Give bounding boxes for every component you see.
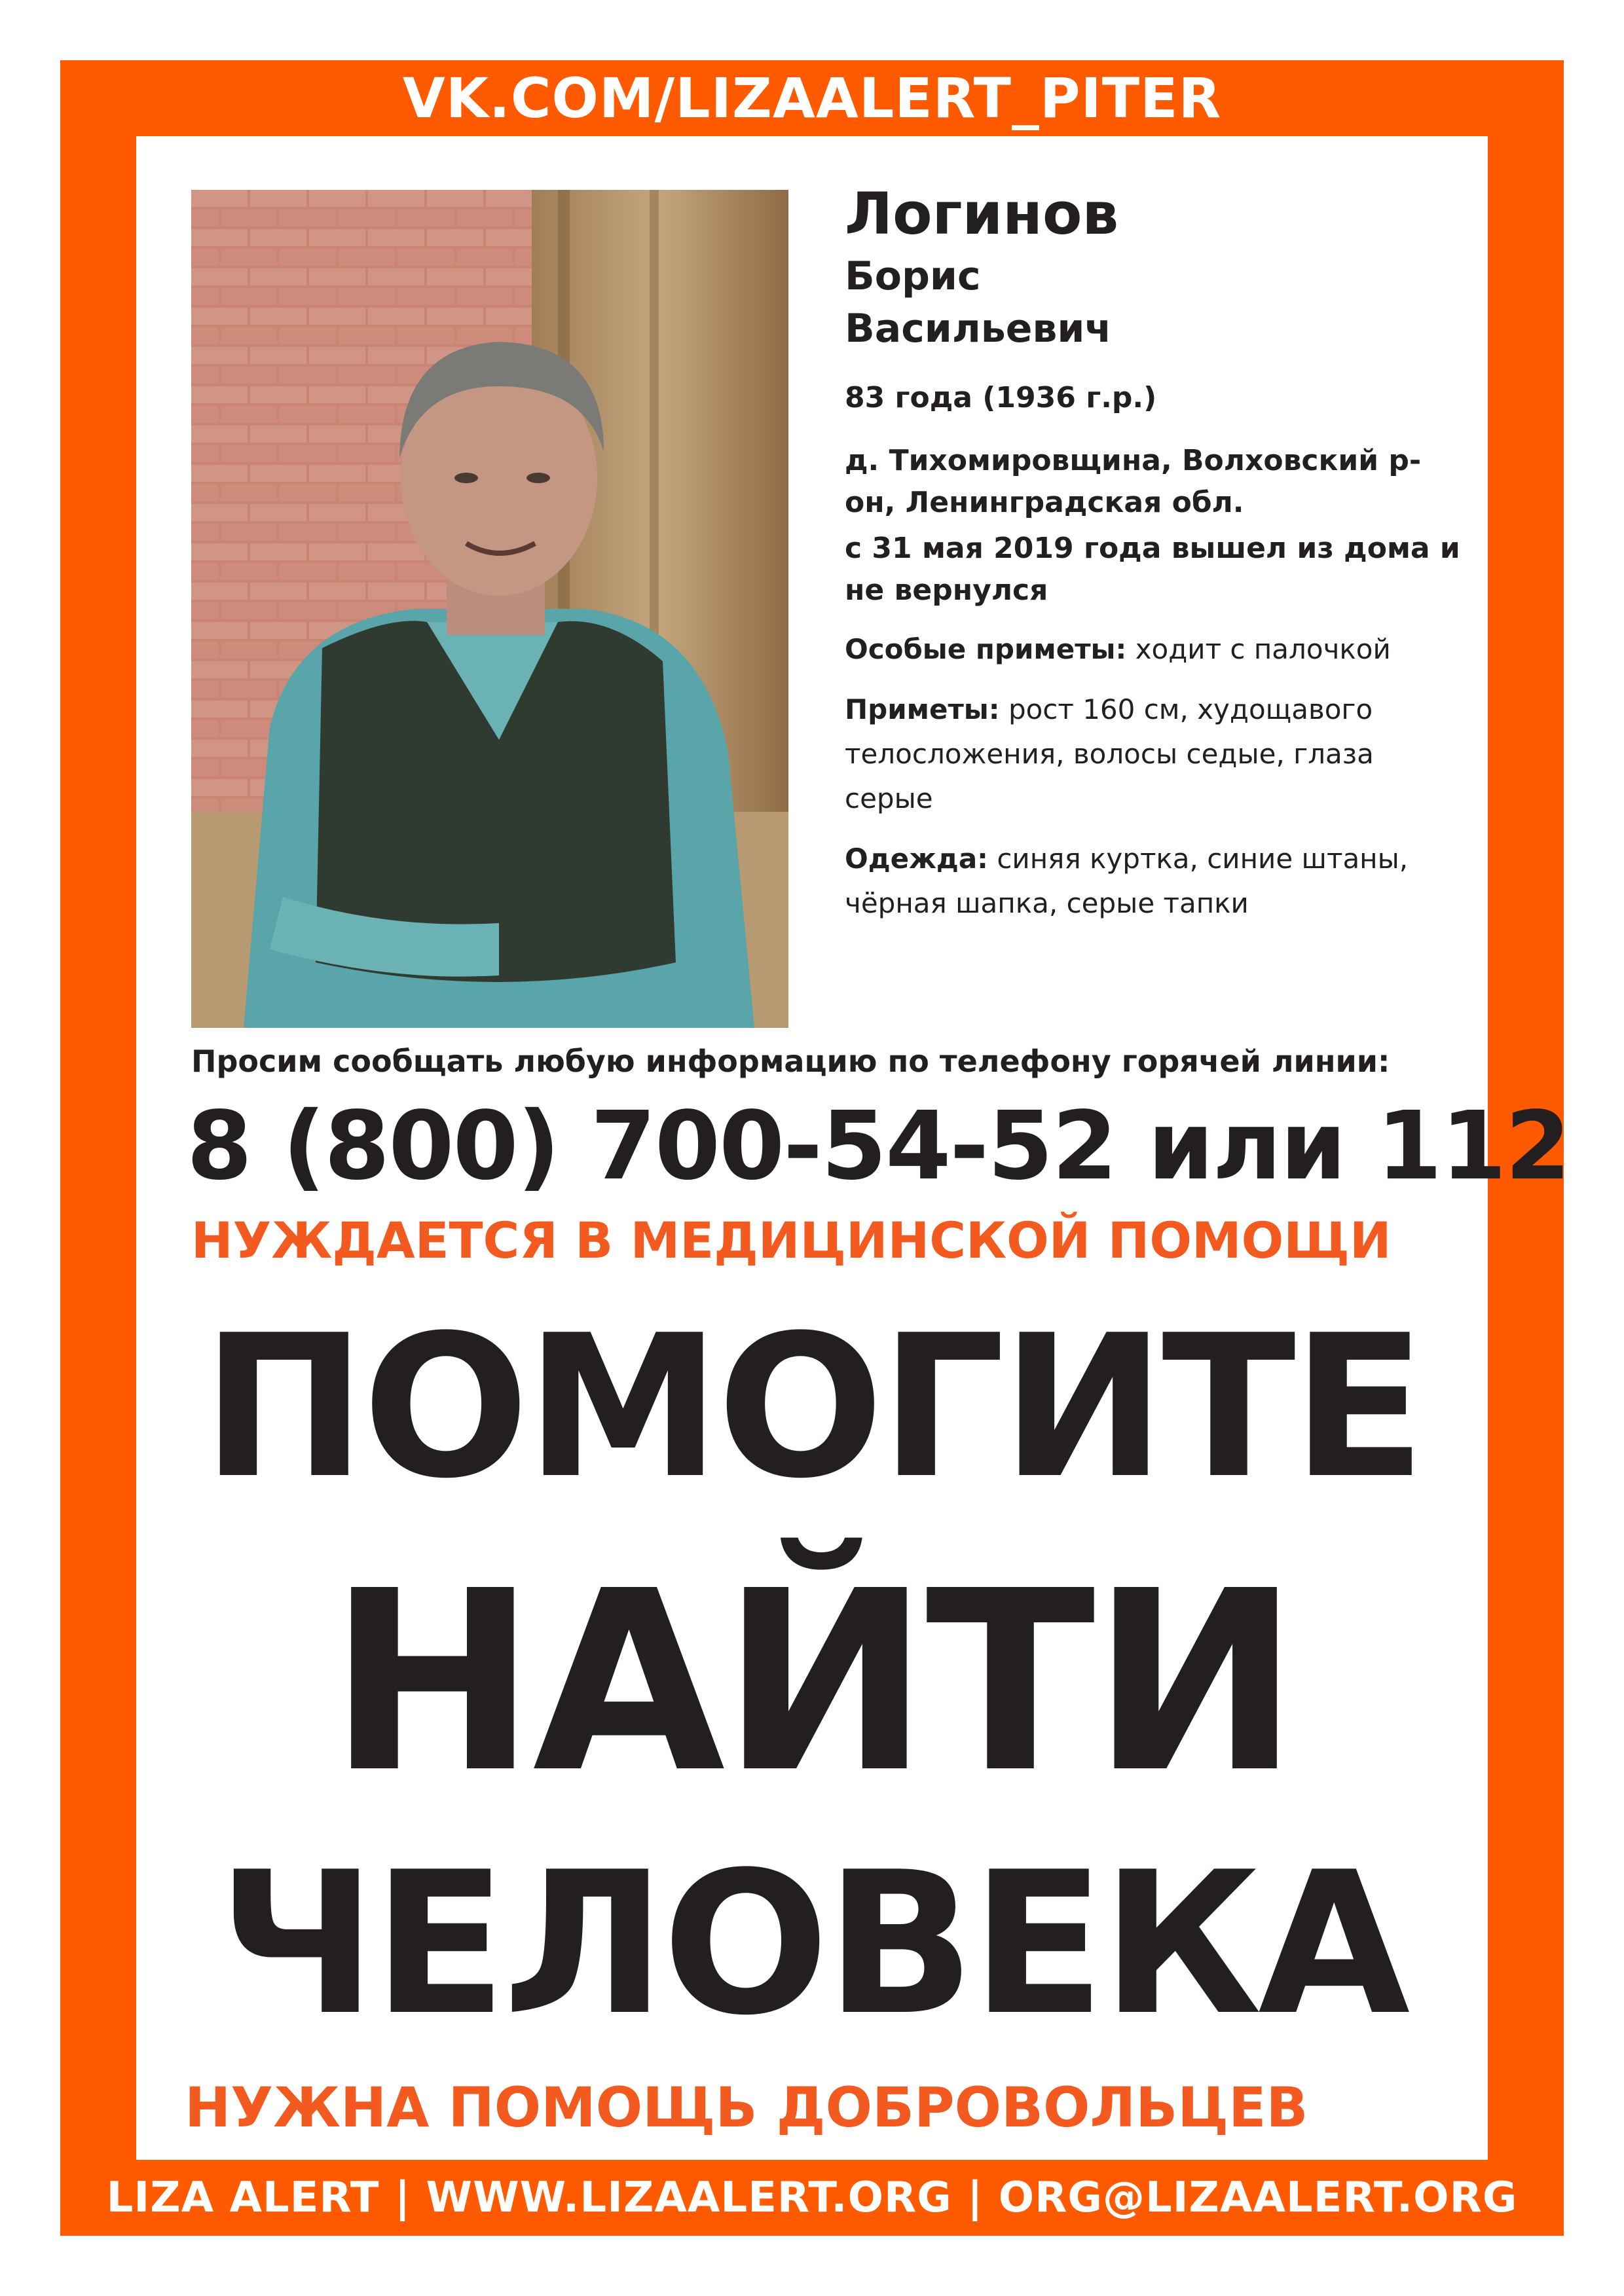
headline-help: ПОМОГИТЕ [202, 1293, 1422, 1522]
special-signs-label: Особые приметы: [845, 633, 1127, 665]
person-surname: Логинов [845, 180, 1119, 247]
missing-person-photo [191, 190, 788, 1028]
signs [845, 687, 1467, 821]
clothes [845, 837, 1467, 926]
person-patronymic: Васильевич [845, 306, 1112, 352]
person-place: д. Тихомировщина, Волховский р-он, Ленинградская обл. [845, 444, 1422, 519]
person-info [845, 178, 1467, 926]
clothes-label: Одежда: [845, 843, 988, 875]
volunteers-needed: НУЖНА ПОМОЩЬ ДОБРОВОЛЬЦЕВ [185, 2075, 1308, 2140]
headline-person: ЧЕЛОВЕКА [217, 1830, 1407, 2058]
hotline-phone[interactable]: 8 (800) 700-54-52 или 112 [187, 1091, 1570, 1201]
person-first-name: Борис [845, 253, 981, 299]
special-signs [845, 627, 1467, 672]
signs-label: Приметы: [845, 693, 1000, 725]
clothes-value: синяя куртка, синие штаны, чёрная шапка, серые тапки [845, 843, 1409, 919]
person-photo-illustration [191, 190, 788, 1028]
vk-link[interactable]: VK.COM/LIZAALERT_PITER [402, 66, 1222, 130]
hotline-text: Просим сообщать любую информацию по телефону горячей линии: [191, 1044, 1390, 1079]
medical-help-notice: НУЖДАЕТСЯ В МЕДИЦИНСКОЙ ПОМОЩИ [191, 1211, 1392, 1269]
signs-value: рост 160 см, худощавого телосложения, волосы седые, глаза серые [845, 693, 1374, 814]
footer-links[interactable]: LIZA ALERT | WWW.LIZAALERT.ORG | ORG@LIZAALERT.ORG [106, 2174, 1518, 2222]
person-age: 83 года (1936 г.р.) [845, 381, 1157, 414]
headline-find: НАЙТИ [328, 1537, 1296, 1827]
special-signs-value: ходит с палочкой [1135, 633, 1391, 665]
person-disappearance: с 31 мая 2019 года вышел из дома и не вернулся [845, 532, 1460, 607]
